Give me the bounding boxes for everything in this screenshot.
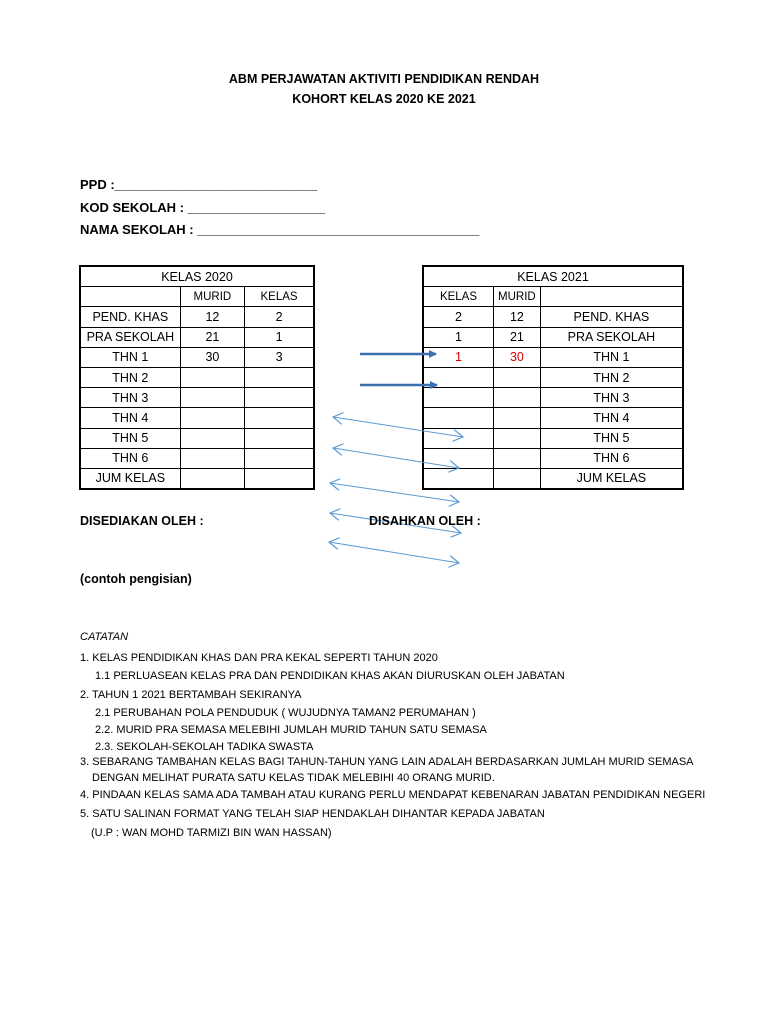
note-line: 3. SEBARANG TAMBAHAN KELAS BAGI TAHUN-TAHUN YANG LAIN ADALAH BERDASARKAN JUMLAH MURID SEMASA [80, 756, 694, 768]
murid-cell-highlighted[interactable]: 30 [493, 347, 540, 367]
row-label: THN 3 [540, 388, 683, 408]
kelas-cell[interactable]: 2 [423, 307, 493, 327]
kelas-cell[interactable]: 1 [423, 327, 493, 347]
row-label: THN 1 [540, 347, 683, 367]
table-2021-col-murid: MURID [493, 287, 540, 307]
row-label: THN 4 [540, 408, 683, 428]
kelas-cell[interactable]: 2 [245, 307, 314, 327]
note-line: 2.2. MURID PRA SEMASA MELEBIHI JUMLAH MURID TAHUN SATU SEMASA [95, 724, 487, 736]
row-label: PRA SEKOLAH [540, 327, 683, 347]
note-line: 2. TAHUN 1 2021 BERTAMBAH SEKIRANYA [80, 689, 302, 701]
kelas-cell[interactable]: 1 [245, 327, 314, 347]
document-title: ABM PERJAWATAN AKTIVITI PENDIDIKAN RENDAH [228, 72, 540, 86]
ppd-field[interactable]: PPD :____________________________ [80, 177, 318, 192]
double-arrow-thn3 [333, 417, 463, 437]
row-label: THN 3 [80, 388, 180, 408]
murid-cell[interactable]: 21 [180, 327, 244, 347]
row-label: THN 2 [80, 367, 180, 387]
row-label: THN 5 [540, 428, 683, 448]
note-line: 1. KELAS PENDIDIKAN KHAS DAN PRA KEKAL SEPERTI TAHUN 2020 [80, 652, 438, 664]
table-2021-col-kelas: KELAS [423, 287, 493, 307]
note-line: 5. SATU SALINAN FORMAT YANG TELAH SIAP HENDAKLAH DIHANTAR KEPADA JABATAN [80, 808, 545, 820]
murid-cell[interactable]: 30 [180, 347, 244, 367]
row-label: PEND. KHAS [80, 307, 180, 327]
murid-cell[interactable]: 21 [493, 327, 540, 347]
row-label: THN 1 [80, 347, 180, 367]
table-2020-col-murid: MURID [180, 287, 244, 307]
note-line: 2.3. SEKOLAH-SEKOLAH TADIKA SWASTA [95, 741, 314, 753]
note-line: (U.P : WAN MOHD TARMIZI BIN WAN HASSAN) [91, 827, 332, 839]
row-label: THN 2 [540, 367, 683, 387]
row-label: PRA SEKOLAH [80, 327, 180, 347]
table-2020-title: KELAS 2020 [80, 266, 314, 287]
example-note: (contoh pengisian) [80, 572, 192, 586]
row-label: THN 6 [540, 448, 683, 468]
note-line: 2.1 PERUBAHAN POLA PENDUDUK ( WUJUDNYA TAMAN2 PERUMAHAN ) [95, 707, 476, 719]
row-label: JUM KELAS [80, 468, 180, 489]
murid-cell[interactable]: 12 [180, 307, 244, 327]
kelas-cell[interactable]: 3 [245, 347, 314, 367]
catatan-heading: CATATAN [80, 631, 129, 643]
double-arrow-jum-kelas [329, 542, 459, 563]
murid-cell[interactable]: 12 [493, 307, 540, 327]
table-2021-title: KELAS 2021 [423, 266, 683, 287]
kod-sekolah-field[interactable]: KOD SEKOLAH : ___________________ [80, 200, 325, 215]
kelas-cell-highlighted[interactable]: 1 [423, 347, 493, 367]
row-label: THN 5 [80, 428, 180, 448]
row-label: THN 6 [80, 448, 180, 468]
double-arrow-thn5 [330, 483, 459, 502]
note-line: 4. PINDAAN KELAS SAMA ADA TAMBAH ATAU KURANG PERLU MENDAPAT KEBENARAN JABATAN PENDIDIKAN NEGERI [80, 789, 706, 801]
table-2020-col-kelas: KELAS [245, 287, 314, 307]
note-line: 1.1 PERLUASEAN KELAS PRA DAN PENDIDIKAN KHAS AKAN DIURUSKAN OLEH JABATAN [95, 670, 565, 682]
prepared-by-label: DISEDIAKAN OLEH : [80, 514, 204, 528]
approved-by-label: DISAHKAN OLEH : [369, 514, 481, 528]
row-label: JUM KELAS [540, 468, 683, 489]
row-label: THN 4 [80, 408, 180, 428]
note-line: DENGAN MELIHAT PURATA SATU KELAS TIDAK MELEBIHI 40 ORANG MURID. [92, 772, 495, 784]
double-arrow-thn4 [333, 448, 459, 468]
row-label: PEND. KHAS [540, 307, 683, 327]
nama-sekolah-field[interactable]: NAMA SEKOLAH : _______________________________________ [80, 222, 480, 237]
document-subtitle: KOHORT KELAS 2020 KE 2021 [292, 92, 476, 106]
